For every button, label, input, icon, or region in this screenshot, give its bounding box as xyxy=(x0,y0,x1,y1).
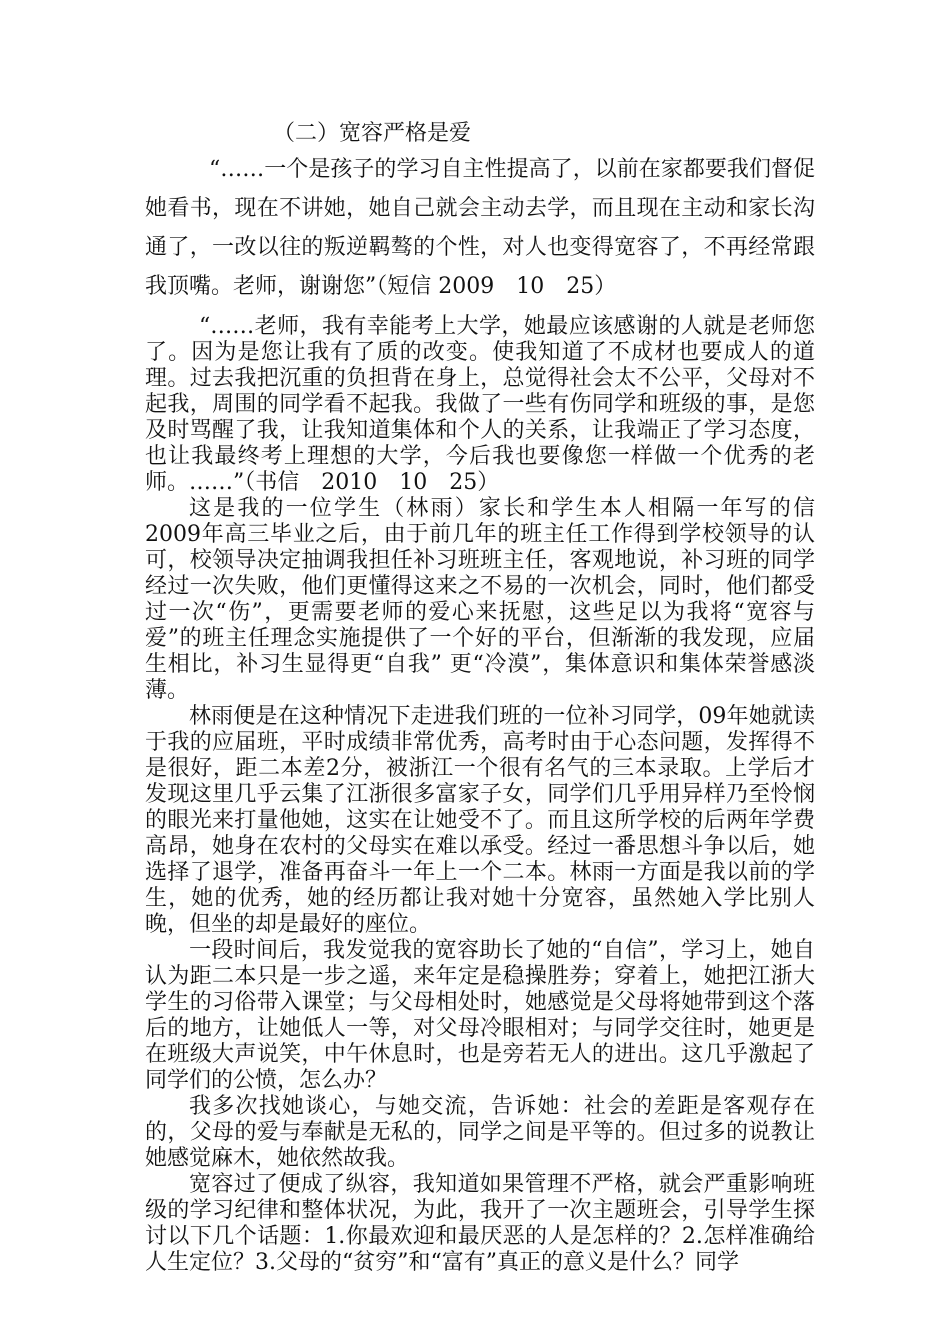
paragraph-lin-yu-intro: 林雨便是在这种情况下走进我们班的一位补习同学，09年她就读于我的应届班，平时成绩非常优秀，高考时由于心态问题，发挥得不是很好，距二本差2分，被浙江一个很有名气的三本录取。上学后才发现这里几乎云集了江浙很多富家子女，同学们几乎用异样乃至怜悯的眼光来打量他她，这实在让她受不了。而且这所学校的后两年学费高昂，她身在农村的父母实在难以承受。经过一番思想斗争以后，她选择了退学，准备再奋斗一年上一个二本。林雨一方面是我以前的学生，她的优秀，她的经历都让我对她十分宽容，虽然她入学比别人晚，但坐的却是最好的座位。 xyxy=(145,704,815,937)
student-letter-quote: “……老师，我有幸能考上大学，她最应该感谢的人就是老师您了。因为是您让我有了质的改变。使我知道了不成材也要成人的道理。过去我把沉重的负担背在身上，总觉得社会太不公平，父母对不起我，周围的同学看不起我。我做了一些有伤同学和班级的事，是您及时骂醒了我，让我知道集体和个人的关系，让我端正了学习态度，也让我最终考上理想的大学，今后我也要像您一样做一个优秀的老师。……”（书信 2010 10 25） xyxy=(145,314,815,495)
paragraph-class-meeting: 宽容过了便成了纵容，我知道如果管理不严格，就会严重影响班级的学习纪律和整体状况，为此，我开了一次主题班会，引导学生探讨以下几个话题：1.你最欢迎和最厌恶的人是怎样的？2.怎样准确给人生定位？3.父母的“贫穷”和“富有”真正的意义是什么？同学 xyxy=(145,1172,815,1275)
document-body xyxy=(145,118,815,1276)
paragraph-talks: 我多次找她谈心，与她交流，告诉她：社会的差距是客观存在的，父母的爱与奉献是无私的，同学之间是平等的。但过多的说教让她感觉麻木，她依然故我。 xyxy=(145,1094,815,1171)
paragraph-background: 这是我的一位学生（林雨）家长和学生本人相隔一年写的信2009年高三毕业之后，由于前几年的班主任工作得到学校领导的认可，校领导决定抽调我担任补习班班主任，客观地说，补习班的同学经过一次失败，他们更懂得这来之不易的一次机会，同时，他们都受过一次“伤”，更需要老师的爱心来抚慰，这些足以为我将“宽容与爱”的班主任理念实施提供了一个好的平台，但渐渐的我发现，应届生相比，补习生显得更“自我” 更“冷漠”，集体意识和集体荣誉感淡薄。 xyxy=(145,496,815,703)
paragraph-tolerance-effect: 一段时间后，我发觉我的宽容助长了她的“自信”，学习上，她自认为距二本只是一步之遥，来年定是稳操胜券；穿着上，她把江浙大学生的习俗带入课堂；与父母相处时，她感觉是父母将她带到这个落后的地方，让她低人一等，对父母冷眼相对；与同学交往时，她更是在班级大声说笑，中午休息时，也是旁若无人的进出。这几乎激起了同学们的公愤，怎么办？ xyxy=(145,938,815,1093)
parent-message-quote: “……一个是孩子的学习自主性提高了，以前在家都要我们督促她看书，现在不讲她，她自己就会主动去学，而且现在主动和家长沟通了，一改以往的叛逆羁骜的个性，对人也变得宽容了，不再经常跟我顶嘴。老师，谢谢您”（短信 2009 10 25） xyxy=(145,157,815,299)
section-heading: （二）宽容严格是爱 xyxy=(273,121,472,146)
